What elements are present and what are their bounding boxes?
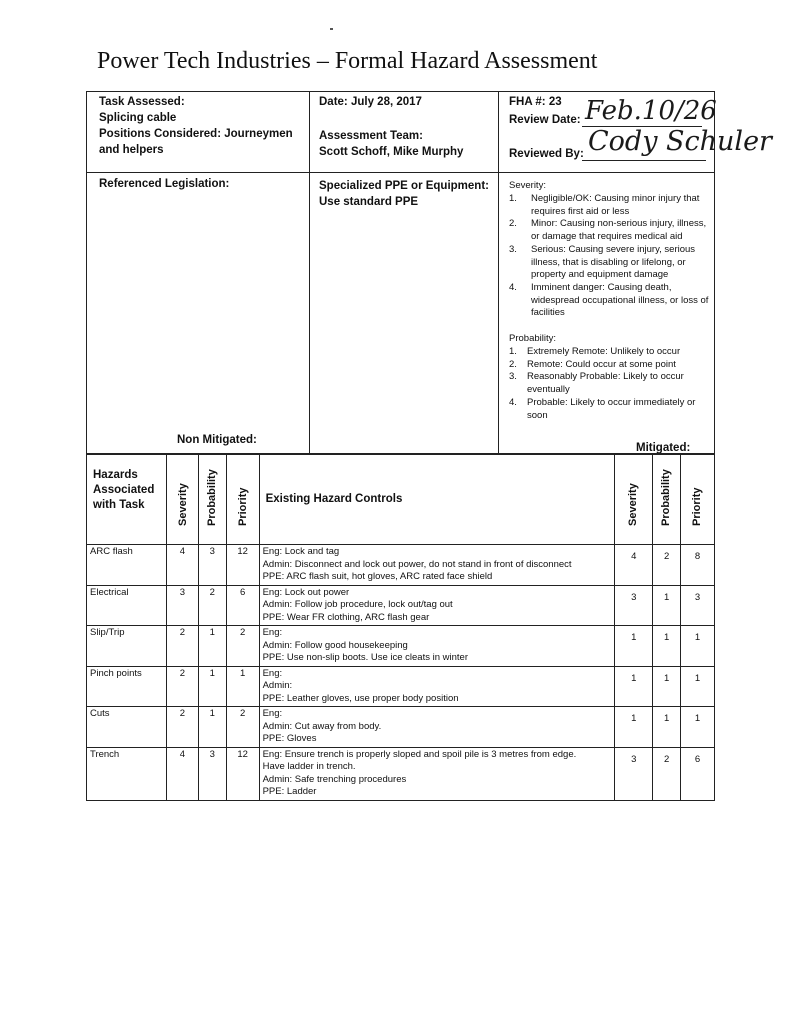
mitigated-severity-header-text: Severity <box>627 483 640 526</box>
probability-text: Remote: Could occur at some point <box>527 358 676 370</box>
severity-text: Imminent danger: Causing death, <box>531 281 672 293</box>
severity-value: 4 <box>166 747 198 800</box>
controls-header-text: Existing Hazard Controls <box>265 492 403 505</box>
priority-value: 2 <box>226 626 259 667</box>
mitigated-severity-value: 1 <box>615 626 653 667</box>
fha-line <box>509 95 562 110</box>
severity-number: 4. <box>509 281 517 293</box>
probability-text: Reasonably Probable: Likely to occur <box>527 371 684 383</box>
mitigated-probability-header <box>653 454 681 545</box>
hazard-name: Slip/Trip <box>87 626 167 667</box>
mitigated-priority-header-text: Priority <box>691 487 704 526</box>
mitigated-severity-value: 3 <box>615 585 653 626</box>
probability-value: 1 <box>198 666 226 707</box>
severity-number: 3. <box>509 243 517 255</box>
hazards-header-line: Associated <box>93 484 155 496</box>
probability-text: Extremely Remote: Unlikely to occur <box>527 346 681 357</box>
ppe-label: Specialized PPE or Equipment: <box>319 180 489 192</box>
non-mitigated-label: Non Mitigated: <box>177 434 257 446</box>
severity-text: property and equipment damage <box>531 269 669 281</box>
mitigated-priority-value: 1 <box>681 666 715 707</box>
mitigated-priority-value: 3 <box>681 585 715 626</box>
probability-heading: Probability: <box>509 333 556 344</box>
hazard-table <box>86 453 715 801</box>
positions-value-cont: and helpers <box>99 144 164 156</box>
priority-value: 1 <box>226 666 259 707</box>
mitigated-probability-value: 2 <box>653 545 681 586</box>
mitigated-label: Mitigated: <box>636 442 691 454</box>
probability-text: soon <box>527 409 548 421</box>
hazard-name: ARC flash <box>87 545 167 586</box>
hazard-controls <box>259 747 615 800</box>
priority-header <box>226 454 259 545</box>
probability-number: 3. <box>509 371 517 383</box>
mitigated-probability-header-text: Probability <box>660 469 673 526</box>
priority-header-text: Priority <box>236 487 249 526</box>
hazard-controls <box>259 545 615 586</box>
positions-line <box>99 127 293 142</box>
divider <box>309 91 310 455</box>
severity-header-text: Severity <box>176 483 189 526</box>
divider <box>498 91 499 455</box>
severity-text: facilities <box>531 307 565 319</box>
probability-value: 3 <box>198 545 226 586</box>
hazard-controls <box>259 626 615 667</box>
mitigated-severity-value: 3 <box>615 747 653 800</box>
mitigated-priority-value: 6 <box>681 747 715 800</box>
reviewed-by-label: Reviewed By: <box>509 148 584 160</box>
date-label: Date: <box>319 96 348 108</box>
divider <box>86 172 715 173</box>
control-line: Admin: Follow good housekeeping <box>262 639 408 651</box>
date-line <box>319 95 422 110</box>
probability-number: 2. <box>509 358 517 370</box>
hazard-name: Pinch points <box>87 666 167 707</box>
hazard-name: Electrical <box>87 585 167 626</box>
severity-number: 1. <box>509 193 517 204</box>
severity-value: 3 <box>166 585 198 626</box>
control-line: Eng: <box>262 667 283 679</box>
control-line: Eng: Lock and tag <box>262 546 340 557</box>
control-line: Eng: <box>262 627 283 638</box>
severity-heading: Severity: <box>509 180 546 191</box>
mitigated-priority-value: 1 <box>681 626 715 667</box>
probability-value: 1 <box>198 626 226 667</box>
mitigated-severity-header <box>615 454 653 545</box>
severity-header <box>166 454 198 545</box>
task-label: Task Assessed: <box>99 96 185 108</box>
positions-label: Positions Considered: <box>99 128 222 140</box>
control-line: Have ladder in trench. <box>262 761 356 772</box>
control-line: Admin: <box>262 680 293 691</box>
team-value: Scott Schoff, Mike Murphy <box>319 146 464 158</box>
team-label: Assessment Team: <box>319 130 423 142</box>
table-row <box>87 585 715 626</box>
hazard-controls <box>259 707 615 748</box>
mitigated-probability-value: 1 <box>653 626 681 667</box>
hazards-header-line: Hazards <box>93 469 138 481</box>
table-row <box>87 707 715 748</box>
reviewed-by-line <box>582 160 706 161</box>
mitigated-probability-value: 1 <box>653 707 681 748</box>
mitigated-priority-value: 1 <box>681 707 715 748</box>
probability-number: 4. <box>509 396 517 408</box>
table-header-row <box>87 454 715 545</box>
table-row <box>87 626 715 667</box>
severity-value: 2 <box>166 626 198 667</box>
probability-text: Probable: Likely to occur immediately or <box>527 396 696 408</box>
positions-value: Journeymen <box>224 128 293 140</box>
severity-value: 4 <box>166 545 198 586</box>
severity-text: illness, that is disabling or lifelong, or <box>531 256 686 268</box>
priority-value: 2 <box>226 707 259 748</box>
severity-text: Serious: Causing severe injury, serious <box>531 243 696 255</box>
fha-label: FHA #: <box>509 96 546 108</box>
control-line: Admin: Disconnect and lock out power, do not stand in front of disconnect <box>262 558 572 570</box>
control-line: Admin: Safe trenching procedures <box>262 773 407 785</box>
mitigated-severity-value: 1 <box>615 666 653 707</box>
mitigated-priority-value: 8 <box>681 545 715 586</box>
hazards-header-line: with Task <box>93 499 145 511</box>
probability-text: eventually <box>527 384 570 396</box>
ppe-value: Use standard PPE <box>319 196 419 208</box>
control-line: Eng: <box>262 708 283 719</box>
fha-value: 23 <box>548 96 562 108</box>
page-title: Power Tech Industries – Formal Hazard Assessment <box>97 48 598 74</box>
date-value: July 28, 2017 <box>350 96 422 108</box>
probability-header-text: Probability <box>205 469 218 526</box>
controls-header <box>259 454 615 545</box>
severity-text: or damage that requires medical aid <box>531 231 683 243</box>
severity-number: 2. <box>509 218 517 230</box>
probability-value: 3 <box>198 747 226 800</box>
mitigated-severity-value: 1 <box>615 707 653 748</box>
hazard-rows <box>87 545 715 801</box>
control-line: PPE: Leather gloves, use proper body position <box>262 692 459 704</box>
control-line: Admin: Follow job procedure, lock out/tag out <box>262 599 453 610</box>
severity-text: widespread occupational illness, or loss of <box>531 294 709 306</box>
review-date-label: Review Date: <box>509 114 581 126</box>
control-line: PPE: Use non-slip boots. Use ice cleats in winter <box>262 652 468 663</box>
control-line: Eng: Lock out power <box>262 586 350 598</box>
severity-text: Negligible/OK: Causing minor injury that <box>531 193 700 204</box>
probability-value: 2 <box>198 585 226 626</box>
control-line: PPE: Gloves <box>262 733 317 744</box>
priority-value: 12 <box>226 545 259 586</box>
hazard-controls <box>259 585 615 626</box>
control-line: PPE: Wear FR clothing, ARC flash gear <box>262 611 430 623</box>
severity-text: requires first aid or less <box>531 205 630 217</box>
priority-value: 6 <box>226 585 259 626</box>
mitigated-probability-value: 1 <box>653 666 681 707</box>
hazard-controls <box>259 666 615 707</box>
hazard-name: Cuts <box>87 707 167 748</box>
task-value: Splicing cable <box>99 112 177 124</box>
legislation-label: Referenced Legislation: <box>99 178 230 190</box>
priority-value: 12 <box>226 747 259 800</box>
control-line: PPE: ARC flash suit, hot gloves, ARC rated face shield <box>262 571 493 582</box>
hazards-header <box>87 454 167 545</box>
reviewer-signature: Cody Schuler <box>588 126 772 157</box>
mitigated-probability-value: 1 <box>653 585 681 626</box>
severity-value: 2 <box>166 707 198 748</box>
table-row <box>87 666 715 707</box>
mitigated-priority-header <box>681 454 715 545</box>
severity-value: 2 <box>166 666 198 707</box>
table-row <box>87 747 715 800</box>
hazard-name: Trench <box>87 747 167 800</box>
control-line: PPE: Ladder <box>262 786 317 797</box>
table-row <box>87 545 715 586</box>
mitigated-severity-value: 4 <box>615 545 653 586</box>
control-line: Eng: Ensure trench is properly sloped and spoil pile is 3 metres from edge. <box>262 748 577 760</box>
mitigated-probability-value: 2 <box>653 747 681 800</box>
control-line: Admin: Cut away from body. <box>262 720 382 732</box>
probability-number: 1. <box>509 346 517 357</box>
scan-speck <box>330 28 333 30</box>
probability-value: 1 <box>198 707 226 748</box>
severity-text: Minor: Causing non-serious injury, illness, <box>531 218 707 230</box>
review-date-handwritten: Feb.10/26 <box>585 96 717 126</box>
probability-header <box>198 454 226 545</box>
